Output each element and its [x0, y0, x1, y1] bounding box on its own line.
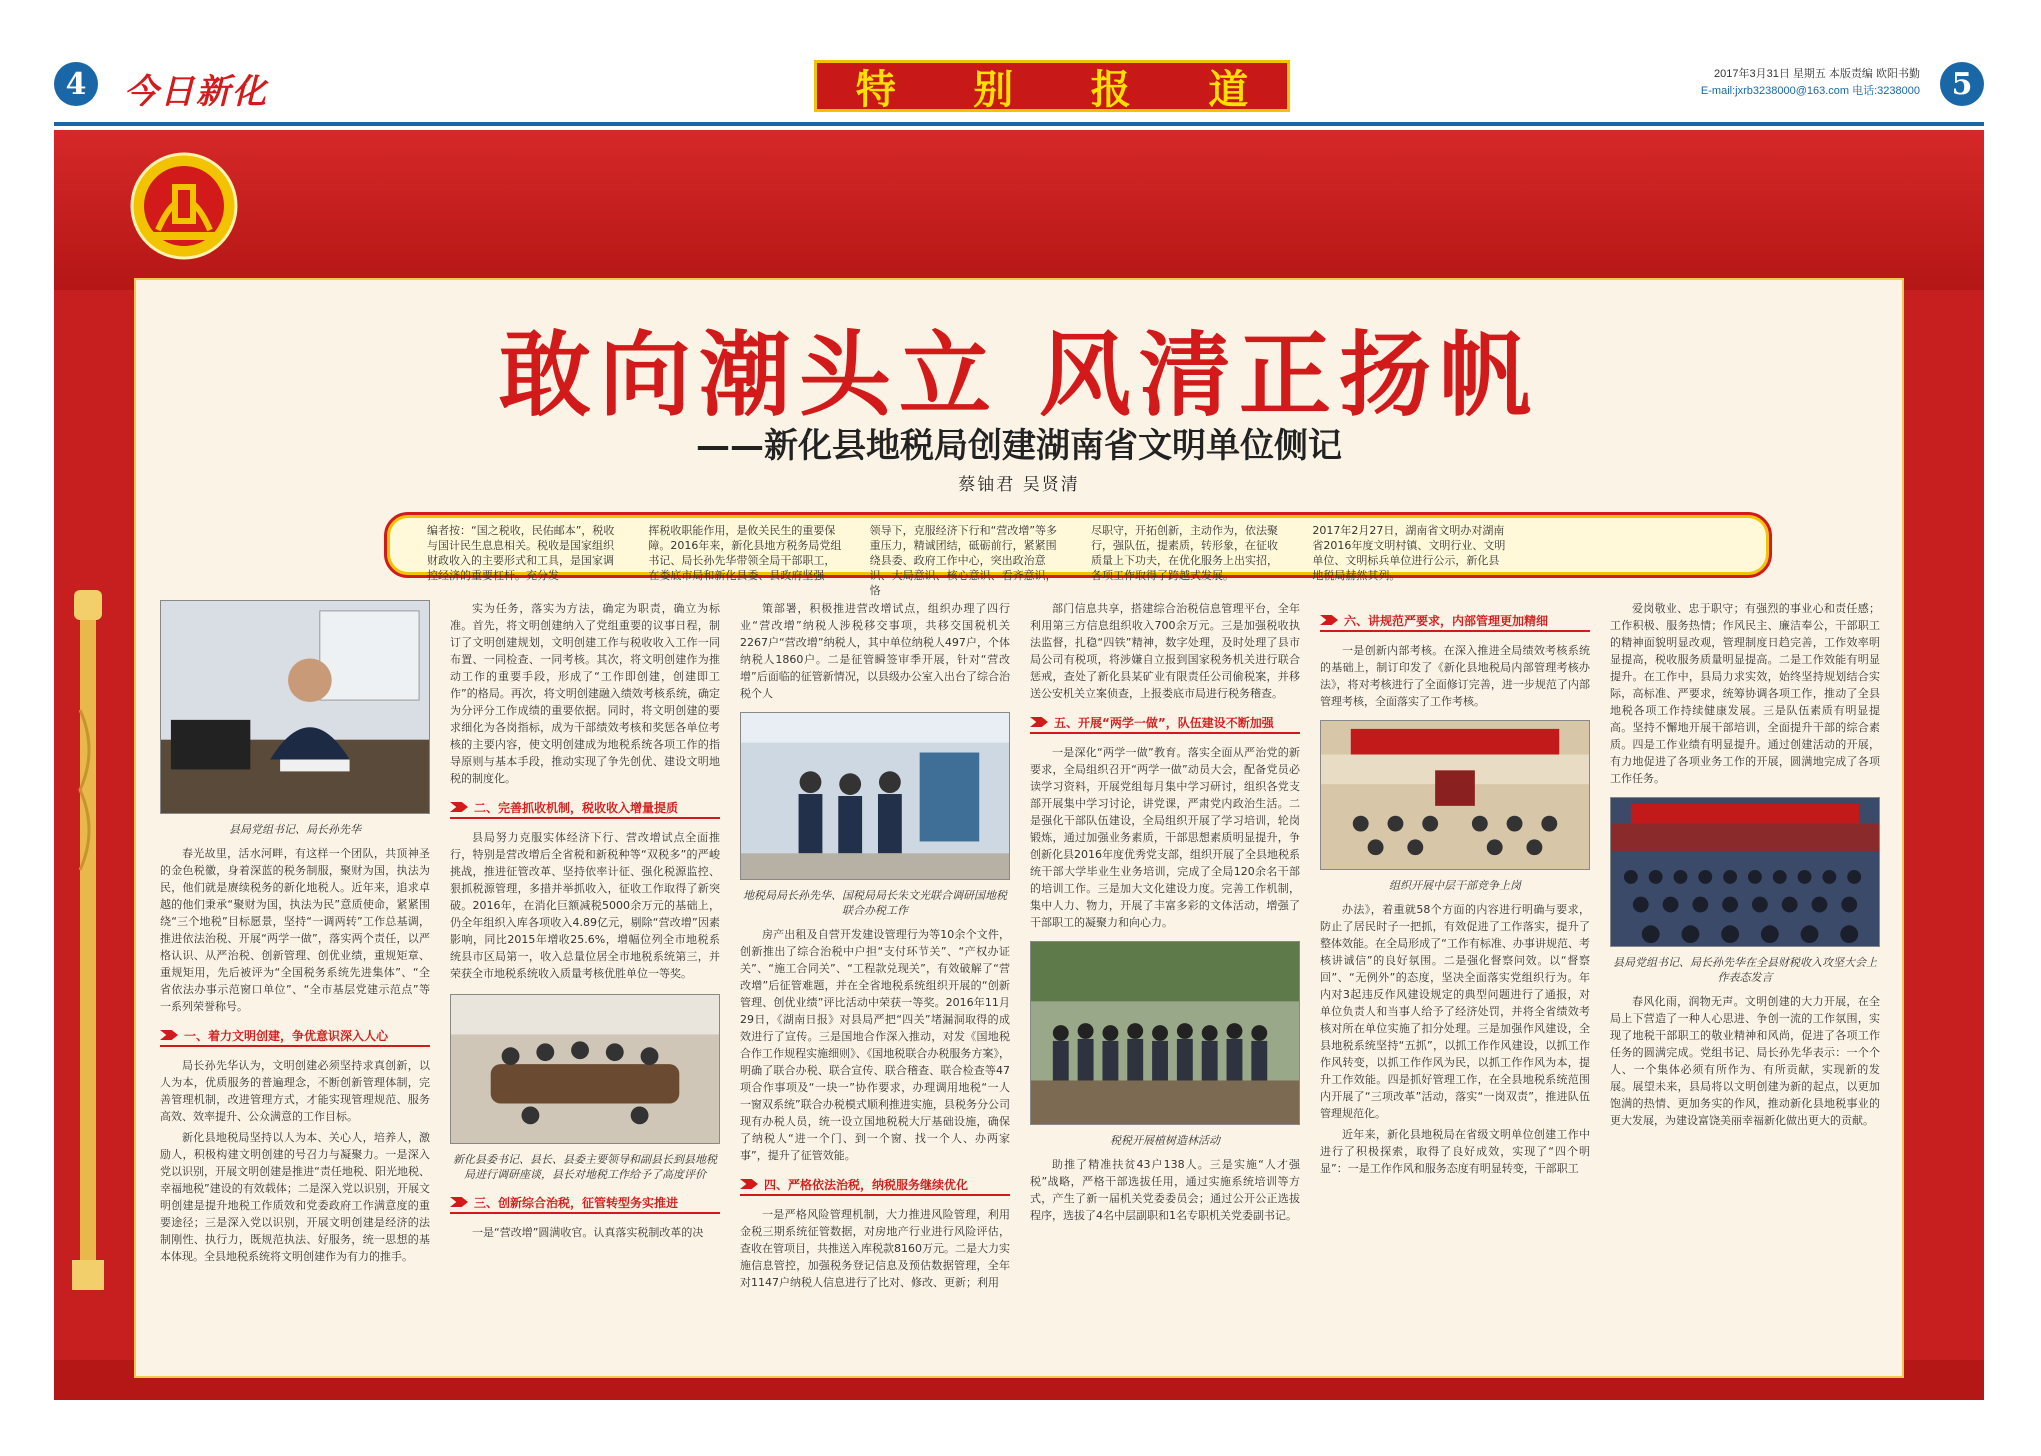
photo-service-hall: [740, 712, 1010, 880]
editor-note-box: [384, 512, 1772, 597]
feature-frame: [54, 130, 1984, 1400]
arrow-icon: [450, 802, 468, 812]
section-heading-title: 二、完善抓收机制，税收收入增量提质: [474, 800, 679, 815]
photo-caption: 新化县委书记、县长、县委主要领导和副县长到县地税局进行调研座谈，县长对地税工作给予了高度评价: [453, 1153, 717, 1181]
article-paragraph: 策部署，积极推进营改增试点，组织办理了四行业“营改增”纳税人涉税移交事项，共移交国税机关2267户“营改增”纳税人，其中单位纳税人497户，个体纳税人1860户。二是征管瞬签审季开展，针对“营改增”后面临的征管新情况，以县级办公室入出台了综合治税个人: [740, 602, 1010, 700]
arrow-icon: [160, 1030, 178, 1040]
article-paragraph: 助推了精准扶贫43户138人。三是实施“人才强税”战略，严格干部选拔任用，通过实施系统培训等方式，产生了新一届机关党委委员会；通过公开公正选拔程序，选拔了4名中层副职和1名专职机关党委副书记。: [1030, 1158, 1300, 1222]
editor-note-text: 编者按：“国之税收，民佑邮本”，税收与国计民生息息相关。税收是国家组织财政收入的主要形式和工具，是国家调控经济的重要杠杆。充分发: [427, 524, 615, 582]
section-heading: [160, 1025, 430, 1047]
section-char: 报: [1090, 66, 1131, 113]
decorative-pillar-icon: [68, 590, 108, 1290]
article-paragraph: 县局努力克服实体经济下行、营改增试点全面推行，特别是营改增后全省税和新税种等“双税多”的严峻挑战，推进征管改革、坚持依率计征、强化税源监控、狠抓税源管理，多措并举抓收入，征收工作取得了新突破。2016年，在消化巨额减税5000余万元的基础上，仍全年组织入库各项收入4.89亿元，剔除“营改增”因素影响，同比2015年增收25.6%，增幅位列全市地税系统县市区局第一，收入总量位居全市地税系统第三，并荣获全市地税系统收入质量考核优胜单位一等奖。: [450, 831, 720, 980]
arrow-icon: [1320, 615, 1338, 625]
arrow-icon: [1030, 717, 1048, 727]
section-banner: [814, 60, 1290, 112]
editor-note-text: 尽职守，开拓创新，主动作为，依法聚行，强队伍，提素质，转形象，在征收质量上下功夫，在优化服务上出实招，各项工作取得了跨越式发展。: [1090, 524, 1278, 582]
article-paragraph: 房产出租及自营开发建设管理行为等10余个文件，创新推出了综合治税中户担“支付环节关”、“产权办证关”、“施工合同关”、“工程款兑现关”，有效破解了“营改增”后征管难题，并在全省地税系统组织开展的“创新管理、创优业绩”评比活动中荣获一等奖。2016年11月29日，《湖南日报》对县局严把“四关”堵漏洞取得的成效进行了宣传。三是国地合作深入推动，对发《国地税合作工作规程实施细则》、《国地税联合办税服务方案》，明确了联合办税、联合宣传、联合稽查、联合检查等47项合作事项及“一块一”协作要求，办理调用地税“一人一窗双系统”联合办税模式顺利推进实施，县税务分公司现有办税人员，统一设立国地税税大厅基础设施，确保了纳税人“进一个门、到一个窗、找一个人、办两家事”，提升了征管效能。: [740, 928, 1010, 1162]
tax-emblem-icon: [128, 150, 240, 262]
section-heading: [450, 1192, 720, 1214]
editor-note-text: [1534, 523, 1729, 598]
photo-staff-competition: [1320, 720, 1590, 870]
section-heading-title: 三、创新综合治税，征管转型务实推进: [474, 1195, 679, 1210]
left-page-number: 4: [54, 62, 98, 106]
article-paragraph: 办法》，着重就58个方面的内容进行明确与要求，防止了居民时子一把抓，有效促进了工作落实，提升了整体效能。在全局形成了“工作有标准、办事讲规范、考核讲诚信”的良好氛围。二是强化督察问效。以“督察回”、“无例外”的态度，坚决全面落实党组织行为。年内对3起违反作风建设规定的典型问题进行了通报，对单位负责人和当事人给予了经济处罚，并将全省绩效考核对所在单位实施了扣分处理。三是加强作风建设，全县地税系统坚持“五抓”，以抓工作作风建设，以抓工作作风转变，以抓工作作风为民，以抓工作作风为本，提升工作效能。四是抓好管理工作，在全县地税系统范围内开展了“三项改革”活动，落实“一岗双责”，推进队伍管理规范化。: [1320, 903, 1590, 1120]
section-heading: [450, 797, 720, 819]
editor-note-text: 领导下，克服经济下行和“营改增”等多重压力，精诚团结，砥砺前行，紧紧围绕县委、政府工作中心，突出政治意识、大局意识、核心意识、看齐意识，恪: [869, 524, 1058, 597]
article-paragraph: 春光故里，活水河畔，有这样一个团队，共顶神圣的金色税徽，身着深蓝的税务制服，聚财为国，执法为民，他们就是赓续税务的新化地税人。近年来，追求卓越的他们秉承“聚财为国，执法为民”意质使命，紧紧围绕“三个地税”目标愿景，坚持“一调两转”工作总基调，推进依法治税、开展“两学一做”，落实两个责任，以严格认识、从严治税、创新管理、创优业绩，重规矩章、重规矩用，先后被评为“全国税务系统先进集体”、“全省依法办事示范窗口单位”、“全市基层党建示范点”等一系列荣誉称号。: [160, 847, 430, 1013]
article-paragraph: 一是深化“两学一做”教育。落实全面从严治党的新要求，全局组织召开“两学一做”动员大会，配备党员必读学习资料，开展党组每月集中学习研讨，组织各党支部开展集中学习讨论，讲党课，严肃党内政治生活。二是强化干部队伍建设，全局组织开展了学习培训，轮岗锻炼，通过加强业务素质，干部思想素质明显提升，争创新化县2016年度优秀党支部，组织开展了全县地税系统干部大学毕业生业务培训，完成了全局120余名干部的培训工作。三是加大文化建设力度。完善工作机制，集中人力、物力，开展了丰富多彩的文体活动，增强了干部职工的凝聚力和向心力。: [1030, 746, 1300, 929]
article-column-2: [450, 600, 720, 1370]
section-heading: [1320, 610, 1590, 632]
article-paragraph: 一是“营改增”圆满收官。认真落实税制改革的决: [472, 1226, 704, 1239]
right-page-number: 5: [1940, 62, 1984, 106]
photo-director-at-desk: [160, 600, 430, 814]
photo-caption: 地税局局长孙先华、国税局局长朱文光联合调研国地税联合办税工作: [743, 889, 1007, 917]
photo-tree-planting: [1030, 941, 1300, 1125]
article-content: [134, 278, 1904, 1378]
section-heading: [740, 1174, 1010, 1196]
section-heading-title: 六、讲规范严要求，内部管理更加精细: [1344, 613, 1549, 628]
newspaper-name: 今日新化: [124, 72, 268, 112]
pub-contact: E-mail:jxrb3238000@163.com 电话:3238000: [1700, 85, 1920, 97]
publication-info: [1701, 66, 1920, 100]
masthead-divider: [54, 122, 1984, 126]
article-paragraph: 春风化雨，润物无声。文明创建的大力开展，在全局上下营造了一种人心思进、争创一流的工作氛围，实现了地税干部职工的敬业精神和风尚，促进了各项工作任务的圆满完成。党组书记、局长孙先华表示：一个个人、一个集体必须有所作为、有所贡献，实现新的发展。展望未来，县局将以文明创建为新的起点，以更加饱满的热情、更加务实的作风，推动新化县地税事业的更大发展，为建设富饶美丽幸福新化做出更大的贡献。: [1610, 995, 1880, 1127]
photo-caption: 县局党组书记、局长孙先华在全县财税收入攻坚大会上作表态发言: [1613, 956, 1877, 984]
article-paragraph: 新化县地税局坚持以人为本、关心人，培养人，激励人，积极构建文明创建的号召力与凝聚力。一是深入党以识别，开展文明创建是推进“责任地税、阳光地税、幸福地税”建设的有效载体；二是深入党以识别，开展文明创建是提升地税工作质效和党委政府工作满意度的重要途径；三是深入党以识别，开展文明创建是经济的法制刚性、执行力，既规范执法、好服务，统一思想的基本体现。全县地税系统将文明创建作为有力的推手。: [160, 1131, 430, 1263]
article-headline: 敢向潮头立 风清正扬帆: [498, 321, 1540, 429]
article-column-3: [740, 600, 1010, 1370]
section-char: 别: [973, 66, 1014, 113]
article-column-6: [1610, 600, 1880, 1370]
frame-top-band: [54, 130, 1984, 290]
masthead: [54, 60, 1984, 120]
photo-caption: 组织开展中层干部竞争上岗: [1389, 879, 1521, 892]
article-column-5: [1320, 600, 1590, 1370]
article-paragraph: 爱岗敬业、忠于职守；有强烈的事业心和责任感；工作积极、服务热情；作风民主、廉洁奉公，干部职工的精神面貌明显改观，管理制度日趋完善，工作效率明显提高，税收服务质量明显提高。二是工作效能有明显提升。在工作中，县局力求实效，始终坚持规划结合实际，高标准、严要求，统筹协调各项工作，推动了全县地税各项工作持续健康发展。三是队伍素质有明显提高。坚持不懈地开展干部培训，全面提升干部的综合素质。四是工作业绩有明显提升。通过创建活动的开展，有力地促进了各项业务工作的开展，圆满地完成了各项工作任务。: [1610, 602, 1880, 785]
section-heading-title: 一、着力文明创建，争优意识深入人心: [184, 1028, 389, 1043]
pub-date-editor: 2017年3月31日 星期五 本版责编 欧阳书勤: [1714, 68, 1920, 80]
editor-note-text: 挥税收职能作用，是攸关民生的重要保障。2016年来，新化县地方税务局党组书记、局长孙先华带领全局干部职工，在娄底市局和新化县委、县政府坚强: [648, 524, 842, 582]
photo-conference-speech: [1610, 797, 1880, 947]
article-paragraph: 一是创新内部考核。在深入推进全局绩效考核系统的基础上，制订印发了《新化县地税局内部管理考核办法》，将对考核进行了全面修订完善，进一步规范了内部管理考核，全面落实了工作考核。: [1320, 644, 1590, 708]
section-heading-title: 四、严格依法治税，纳税服务继续优化: [764, 1177, 969, 1192]
article-paragraph: 局长孙先华认为，文明创建必须坚持求真创新，以人为本，优质服务的普遍理念，不断创新管理体制，完善管理机制，改进管理方式，才能实现管理规范、服务高效、效率提升、公众满意的工作目标。: [160, 1059, 430, 1123]
article-paragraph: 部门信息共享，搭建综合治税信息管理平台，全年利用第三方信息组织收入700余万元。三是加强税收执法监督，扎稳“四铁”精神，数字处理，及时处理了县市局公司有税项，将涉嫌自立报到国家税务机关进行联合惩戒，查处了新化县某矿业有限责任公司偷税案，并移送公安机关立案侦查，上报娄底市局进行税务稽查。: [1030, 602, 1300, 700]
article-paragraph: 实为任务，落实为方法，确定为职责，确立为标准。首先，将文明创建纳入了党组重要的议事日程，制订了文明创建规划，文明创建工作与税收收入工作一同布置、一同检查、一同考核。其次，将文明创建作为推动工作的重要手段，形成了“工作即创建，创建即工作”的格局。再次，将文明创建融入绩效考核系统，确定为分评分工作成绩的重要依据。同时，将文明创建的要求细化为各岗指标，成为干部绩效考核和奖惩各单位考核的主要内容，使文明创建成为地税系统各项工作的指导原则与基本手段，推动实现了争先创优、建设文明地税的制度化。: [450, 602, 720, 785]
section-heading-title: 五、开展“两学一做”，队伍建设不断加强: [1054, 715, 1274, 730]
article-column-4: [1030, 600, 1300, 1370]
article-byline: 蔡铀君 吴贤清: [958, 475, 1080, 495]
section-char: 道: [1208, 66, 1249, 113]
photo-caption: 县局党组书记、局长孙先华: [229, 823, 361, 836]
article-columns: [160, 600, 1886, 1370]
section-char: 特: [855, 66, 896, 113]
arrow-icon: [740, 1179, 758, 1189]
photo-caption: 税税开展植树造林活动: [1110, 1134, 1220, 1147]
editor-note-text: 2017年2月27日，湖南省文明办对湖南省2016年度文明村镇、文明行业、文明单位、文明标兵单位进行公示，新化县地税局赫然其列。: [1312, 524, 1506, 582]
article-paragraph: 近年来，新化县地税局在省级文明单位创建工作中进行了积极探索，取得了良好成效，实现了“四个明显”：一是工作作风和服务态度有明显转变，干部职工: [1320, 1128, 1590, 1175]
section-heading: [1030, 712, 1300, 734]
article-column-1: [160, 600, 430, 1370]
article-subheadline: ——新化县地税局创建湖南省文明单位侧记: [696, 426, 1342, 466]
arrow-icon: [450, 1197, 468, 1207]
article-paragraph: 一是严格风险管理机制，大力推进风险管理，利用金税三期系统征管数据，对房地产行业进行风险评估，查收在管项目，共推送入库税款8160万元。二是大力实施信息管控，加强税务登记信息及预估数据管理，全年对1147户纳税人信息进行了比对、修改、更新；利用: [740, 1208, 1010, 1289]
photo-meeting-room: [450, 994, 720, 1144]
